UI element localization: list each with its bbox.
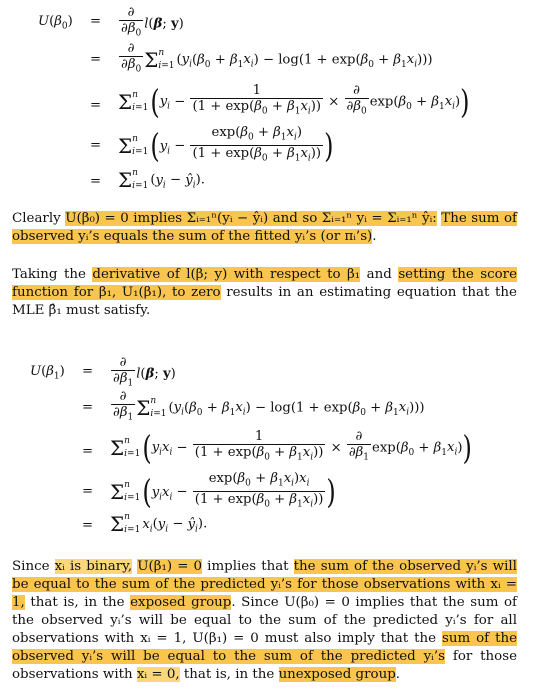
p3-text-5: for those observations with [12,649,518,682]
p3-highlight-sum-predicted: sum of the observed yᵢ’s will be equal to the sum of the predicted yᵢ’s [12,631,518,664]
p3-text-1: Since [12,559,50,574]
p3-text-2: implies that [207,559,289,574]
p1-text-end: . [372,229,377,244]
p1-highlight-sum-observed: The sum of observed yᵢ’s equals the sum of the fitted yᵢ’s (or πᵢ’s) [12,211,517,244]
p2-text-1: Taking the [12,267,86,282]
paragraph-since-binary [12,558,517,684]
p2-highlight-derivative: derivative of l(β; y) with respect to β₁ [92,267,361,282]
p3-highlight-x-zero: xᵢ = 0, [136,667,180,682]
p2-text-2: and [366,267,392,282]
p3-highlight-sum-exposed: the sum of the observed yᵢ’s will be equal to the sum of the predicted yᵢ’s for those observations with xᵢ = 1, [12,559,517,610]
p3-text-7: . [395,667,401,682]
p2-highlight-score-function: setting the score function for β₁, U₁(β₁), to zero [12,267,518,300]
p2-text-3: results in an estimating equation that the MLE β̂₁ must satisfy. [12,285,517,318]
p3-highlight-exposed-group: exposed group [130,595,232,610]
p3-text-3: that is, in the [30,595,125,610]
p3-text-6: that is, in the [183,667,275,682]
p3-highlight-unexposed-group: unexposed group [278,667,396,682]
p3-text-4: . Since U(β₀) = 0 implies that the sum of the observed yᵢ’s will be equal to the sum of the predicted yᵢ’s for all observations with xᵢ = 1, U(β₁) = 0 must also imply that the [12,595,518,646]
p1-highlight-implies: U(β₀) = 0 implies Σᵢ₌₁ⁿ(yᵢ − ŷᵢ) and so Σᵢ₌₁ⁿ yᵢ = Σᵢ₌₁ⁿ ŷᵢ: [65,211,437,226]
p3-highlight-binary: xᵢ is binary, [54,559,133,574]
equation-block-u-beta1: $U(\beta_1)$ = $\frac{\partial}{\partial\beta_1}$ l(β; y) = $\frac{\partial}{\partial\beta_1}$ $\Sigma^n$ i=1 $(y_i(\beta_0 + \beta_1x_i) - \log(1 + \exp(\beta_0 + \beta_1x_i)))$ = $\Sigma^n$ $i=1(y_ix_i$ − $\frac{1}{(1 + \exp(\beta_0 + \beta_1x_i))}$ × $\frac{\partial}{\partial\beta_1}$ $\exp(\beta_0 + \beta_1x_i)$) = $\Sigma^n$ $i=1(y_ix_i$ − $\frac{\exp(\beta_0 + \beta_1x_i)x_i}{(1 + \exp(\beta_0 + \beta_1x_i))}$ ) = $\Sigma^n$ i=1 $x_i(y_i$ − $ŷ_i$). [30,355,472,536]
p3-highlight-u-beta1: U(β₁) = 0 [137,559,203,574]
equation-block-u-beta0: $U(\beta_0)$ = $\frac{\partial}{\partial\beta_0}$ l(β; y) = $\frac{\partial}{\partial\beta_0}$ $\Sigma^n$ i=1 $(y_i(\beta_0 + \beta_1x_i) - \log(1 + \exp(\beta_0 + \beta_1x_i)))$ = $\Sigma^n$ $i=1(y_i$ − $\frac{1}{(1 + \exp(\beta_0 + \beta_1x_i))}$ × $\frac{\partial}{\partial\beta_0}$ $\exp(\beta_0 + \beta_1x_i)$) = $\Sigma^n$ $i=1(y_i$ − $\frac{\exp(\beta_0 + \beta_1x_i)}{(1 + \exp(\beta_0 + \beta_1x_i))}$ ) = $\Sigma^n$ i=1 ($y_i$ − $ŷ_i$). [38,5,470,192]
paragraph-taking-derivative [12,266,517,320]
p1-text-a: Clearly [12,211,61,226]
paragraph-clearly [12,210,517,246]
